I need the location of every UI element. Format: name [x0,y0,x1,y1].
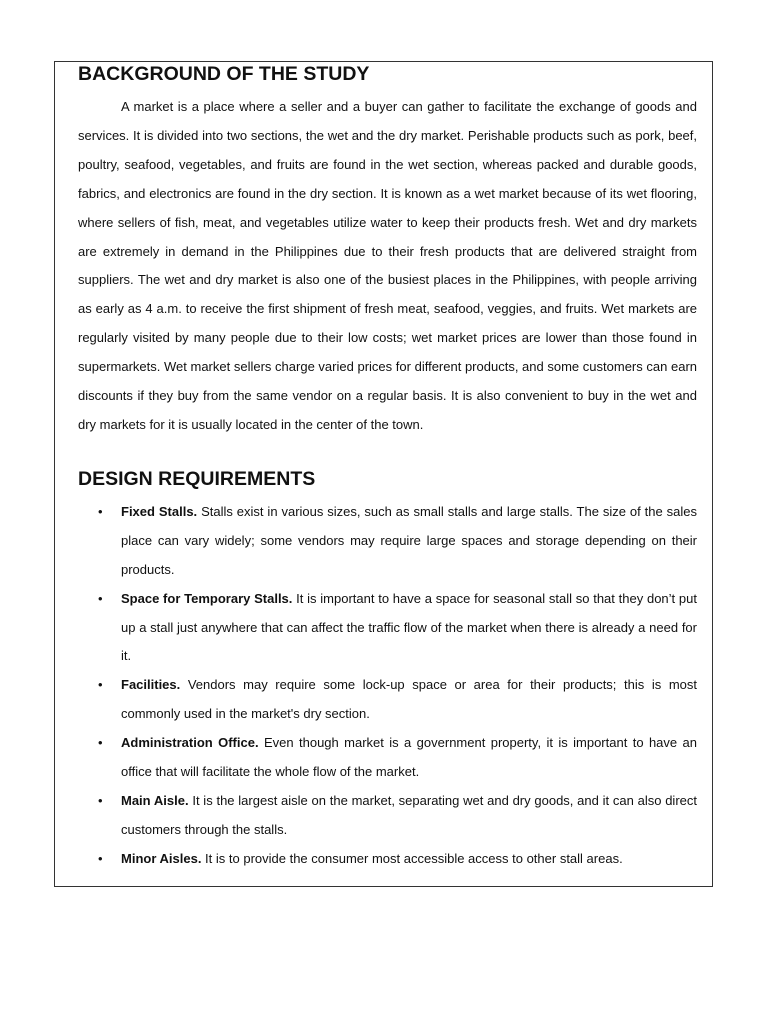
list-item [78,498,697,585]
document-body [78,64,697,874]
requirement-title: Fixed Stalls. [121,503,198,519]
requirement-title: Main Aisle. [121,792,189,808]
background-paragraph: A market is a place where a seller and a buyer can gather to facilitate the exchange of goods and services. It is divided into two sections, the wet and the dry market. Perishable products such as pork, beef, poultry, seafood, vegetables, and fruits are found in the wet section, whereas packed and durable goods, fabrics, and electronics are found in the dry section. It is known as a wet market because of its wet flooring, where sellers of fish, meat, and vegetables utilize water to keep their products fresh. Wet and dry markets are extremely in demand in the Philippines due to their fresh products that are delivered straight from suppliers. The wet and dry market is also one of the busiest places in the Philippines, with people arriving as early as 4 a.m. to receive the first shipment of fresh meat, seafood, veggies, and fruits. Wet markets are regularly visited by many people due to their low costs; wet market prices are lower than those found in supermarkets. Wet market sellers charge varied prices for different products, and some customers can earn discounts if they buy from the same vendor on a regular basis. It is also convenient to buy in the wet and dry markets for it is usually located in the center of the town. [78,99,697,432]
bullet-icon: • [98,590,103,606]
requirement-text: It is to provide the consumer most accessible access to other stall areas. [201,850,623,866]
requirement-title: Minor Aisles. [121,850,202,866]
requirement-title: Facilities. [121,677,181,693]
list-item [78,585,697,672]
requirement-text: It is important to have a space for seasonal stall so that they don’t put up a stall just anywhere that can affect the traffic flow of the market when there is already a need for it. [121,590,697,664]
bullet-icon: • [98,677,103,693]
bullet-icon: • [98,503,103,519]
design-requirements-list [78,498,697,874]
requirement-title: Administration Office. [121,735,259,751]
background-heading: BACKGROUND OF THE STUDY [78,63,370,85]
requirement-text: It is the largest aisle on the market, separating wet and dry goods, and it can also direct customers through the stalls. [121,792,697,837]
design-requirements-heading: DESIGN REQUIREMENTS [78,467,316,490]
list-item [78,845,697,874]
bullet-icon: • [98,850,103,866]
requirement-text: Stalls exist in various sizes, such as small stalls and large stalls. The size of the sales place can vary widely; some vendors may require large spaces and storage depending on their products. [121,503,697,577]
requirement-text: Vendors may require some lock-up space or area for their products; this is most commonly used in the market's dry section. [121,677,697,722]
list-item [78,671,697,729]
list-item [78,787,697,845]
bullet-icon: • [98,792,103,808]
bullet-icon: • [98,735,103,751]
requirement-title: Space for Temporary Stalls. [121,590,293,606]
requirement-text: Even though market is a government property, it is important to have an office that will facilitate the whole flow of the market. [121,735,697,780]
list-item [78,729,697,787]
